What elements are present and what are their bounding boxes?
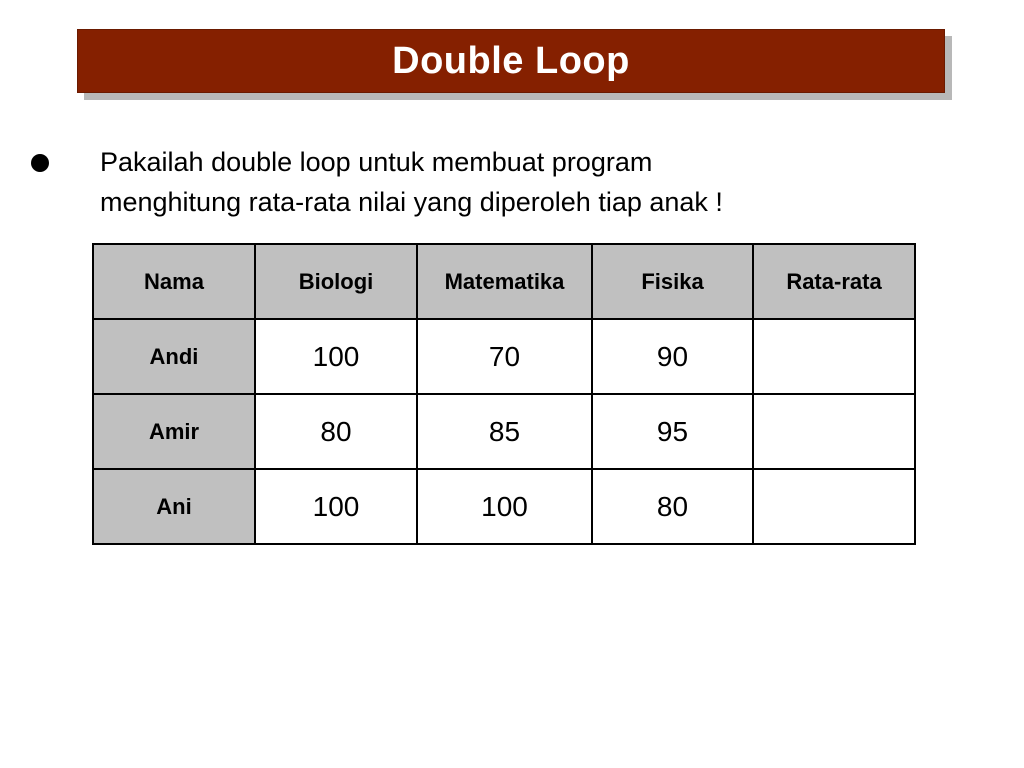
cell-rata-rata [753, 394, 915, 469]
table-row [93, 394, 915, 469]
bullet-icon [31, 154, 49, 172]
bullet-line-1: Pakailah double loop untuk membuat program [100, 147, 653, 177]
scores-table [92, 243, 916, 545]
header-matematika: Matematika [417, 244, 592, 319]
cell-matematika: 100 [417, 469, 592, 544]
row-name: Amir [93, 394, 255, 469]
cell-fisika: 95 [592, 394, 753, 469]
cell-biologi: 100 [255, 469, 417, 544]
cell-biologi: 80 [255, 394, 417, 469]
cell-rata-rata [753, 319, 915, 394]
cell-rata-rata [753, 469, 915, 544]
cell-fisika: 90 [592, 319, 753, 394]
row-name: Andi [93, 319, 255, 394]
header-biologi: Biologi [255, 244, 417, 319]
title-bar [77, 29, 945, 93]
header-fisika: Fisika [592, 244, 753, 319]
bullet-paragraph [100, 142, 940, 222]
cell-matematika: 85 [417, 394, 592, 469]
table-header-row [93, 244, 915, 319]
cell-fisika: 80 [592, 469, 753, 544]
bullet-line-2: menghitung rata-rata nilai yang diperoleh tiap anak ! [100, 187, 723, 217]
row-name: Ani [93, 469, 255, 544]
cell-matematika: 70 [417, 319, 592, 394]
table-row [93, 469, 915, 544]
header-rata-rata: Rata-rata [753, 244, 915, 319]
header-nama: Nama [93, 244, 255, 319]
table-row [93, 319, 915, 394]
slide-title: Double Loop [392, 39, 630, 82]
cell-biologi: 100 [255, 319, 417, 394]
